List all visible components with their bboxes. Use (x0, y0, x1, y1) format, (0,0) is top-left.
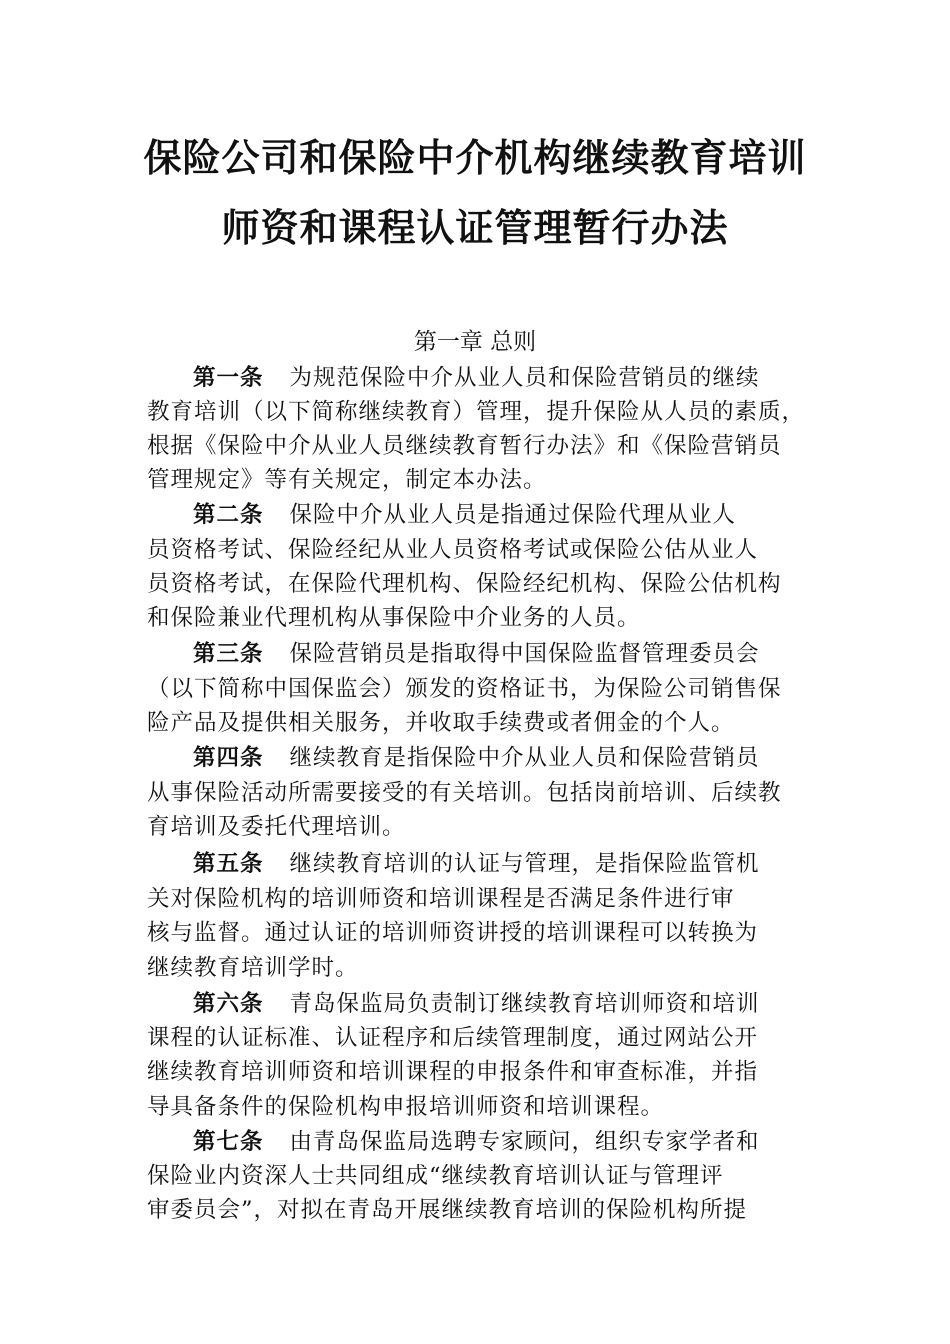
article-line: 员资格考试、保险经纪从业人员资格考试或保险公估从业人 (147, 537, 759, 563)
article-2-first-line (193, 498, 863, 532)
article-line: 课程的认证标准、认证程序和后续管理制度，通过网站公开 (147, 1025, 759, 1051)
article-line: 从事保险活动所需要接受的有关培训。包括岗前培训、后续教 (147, 780, 782, 806)
article-7-first-line (193, 1125, 863, 1159)
article-line: 导具备条件的保险机构申报培训师资和培训课程。 (147, 1094, 665, 1120)
article-label: 第三条 (193, 641, 264, 667)
article-text: 为规范保险中介从业人员和保险营销员的继续 (289, 365, 760, 391)
article-label: 第五条 (193, 851, 264, 877)
article-label: 第七条 (193, 1129, 264, 1155)
article-3-first-line (193, 637, 863, 671)
article-label: 第六条 (193, 991, 264, 1017)
chapter-heading: 第一章 总则 (413, 329, 537, 355)
article-1-first-line (193, 361, 863, 395)
article-line: 保险业内资深人士共同组成“继续教育培训认证与管理评 (147, 1163, 724, 1189)
article-label: 第四条 (193, 745, 264, 771)
article-label: 第二条 (193, 502, 264, 528)
article-line: 继续教育培训学时。 (147, 955, 359, 981)
article-line: 关对保险机构的培训师资和培训课程是否满足条件进行审 (147, 886, 735, 912)
document-title-line-2: 师资和课程认证管理暂行办法 (221, 206, 729, 250)
article-line: 教育培训（以下简称继续教育）管理，提升保险从人员的素质， (147, 399, 806, 425)
article-line: 险产品及提供相关服务，并收取手续费或者佣金的个人。 (147, 710, 735, 736)
article-text: 保险中介从业人员是指通过保险代理从业人 (289, 502, 737, 528)
article-text: 青岛保监局负责制订继续教育培训师资和培训 (289, 991, 760, 1017)
article-line: 和保险兼业代理机构从事保险中介业务的人员。 (147, 605, 641, 631)
article-line: 继续教育培训师资和培训课程的申报条件和审查标准，并指 (147, 1059, 759, 1085)
article-label: 第一条 (193, 365, 264, 391)
article-text: 继续教育是指保险中介从业人员和保险营销员 (289, 745, 760, 771)
article-4-first-line (193, 741, 863, 775)
article-text: 由青岛保监局选聘专家顾问，组织专家学者和 (289, 1129, 760, 1155)
article-6-first-line (193, 987, 863, 1021)
article-line: 育培训及委托代理培训。 (147, 814, 406, 840)
article-5-first-line (193, 847, 863, 881)
article-line: 根据《保险中介从业人员继续教育暂行办法》和《保险营销员 (147, 433, 782, 459)
article-line: （以下简称中国保监会）颁发的资格证书，为保险公司销售保 (147, 676, 782, 702)
document-title-line-1: 保险公司和保险中介机构继续教育培训 (143, 136, 807, 180)
article-line: 审委员会”，对拟在青岛开展继续教育培训的保险机构所提 (147, 1197, 748, 1223)
article-text: 继续教育培训的认证与管理，是指保险监管机 (289, 851, 760, 877)
article-line: 核与监督。通过认证的培训师资讲授的培训课程可以转换为 (147, 920, 759, 946)
article-text: 保险营销员是指取得中国保险监督管理委员会 (289, 641, 760, 667)
article-line: 员资格考试，在保险代理机构、保险经纪机构、保险公估机构 (147, 571, 782, 597)
article-line: 管理规定》等有关规定，制定本办法。 (147, 467, 547, 493)
